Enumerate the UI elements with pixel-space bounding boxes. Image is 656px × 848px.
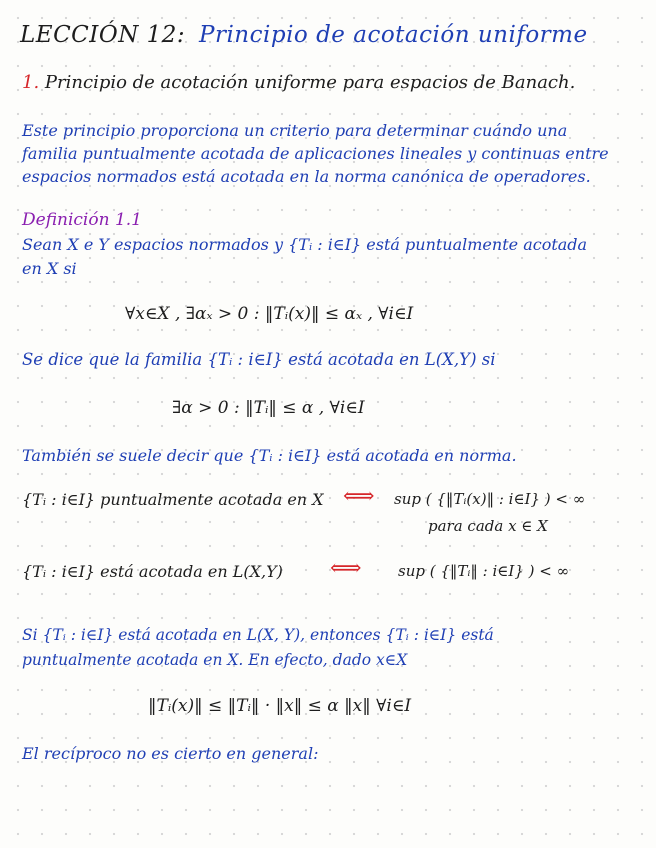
- definition-text-3: También se suele decir que {Tᵢ : i∈I} está acotada en norma.: [22, 446, 517, 465]
- equivalence-1-note: para cada x ∈ X: [428, 517, 548, 535]
- section-title: Principio de acotación uniforme para espacios de Banach.: [44, 72, 576, 93]
- definition-heading: Definición 1.1: [22, 210, 142, 230]
- intro-line-3: espacios normados está acotada en la norma canónica de operadores.: [22, 167, 591, 186]
- equivalence-1-arrow: ⟺: [343, 484, 375, 509]
- equivalence-2-left: {Tᵢ : i∈I} está acotada en L(X,Y): [22, 562, 283, 581]
- formula-operator-norm: ‖Tᵢ(x)‖ ≤ ‖Tᵢ‖ · ‖x‖ ≤ α ‖x‖ ∀i∈I: [148, 696, 412, 716]
- remark-line-2: puntualmente acotada en X. En efecto, dado x∈X: [22, 651, 408, 669]
- remark-line-1: Si {Tᵢ : i∈I} está acotada en L(X, Y), entonces {Tᵢ : i∈I} está: [22, 626, 494, 644]
- intro-line-2: familia puntualmente acotada de aplicaciones lineales y continuas entre: [22, 144, 609, 163]
- definition-line-2: en X si: [22, 259, 77, 278]
- lesson-topic: Principio de acotación uniforme: [198, 22, 588, 48]
- equivalence-2-right: sup ( {‖Tᵢ‖ : i∈I} ) < ∞: [398, 562, 570, 580]
- remark-closing: El recíproco no es cierto en general:: [22, 744, 319, 763]
- definition-line-1: Sean X e Y espacios normados y {Tᵢ : i∈I} está puntualmente acotada: [22, 235, 588, 254]
- formula-pointwise-bound: ∀x∈X , ∃αₓ > 0 : ‖Tᵢ(x)‖ ≤ αₓ , ∀i∈I: [125, 304, 414, 324]
- equivalence-1-left: {Tᵢ : i∈I} puntualmente acotada en X: [22, 490, 324, 509]
- intro-line-1: Este principio proporciona un criterio para determinar cuándo una: [22, 121, 568, 140]
- section-heading: [22, 72, 575, 93]
- equivalence-1-right: sup ( {‖Tᵢ(x)‖ : i∈I} ) < ∞: [394, 490, 586, 508]
- section-number: 1.: [22, 72, 40, 93]
- lesson-title: [20, 22, 588, 48]
- definition-text-2: Se dice que la familia {Tᵢ : i∈I} está acotada en L(X,Y) si: [22, 350, 496, 369]
- formula-norm-bound: ∃α > 0 : ‖Tᵢ‖ ≤ α , ∀i∈I: [172, 398, 365, 418]
- lesson-number: LECCIÓN 12:: [20, 22, 186, 48]
- equivalence-2-arrow: ⟺: [330, 556, 362, 581]
